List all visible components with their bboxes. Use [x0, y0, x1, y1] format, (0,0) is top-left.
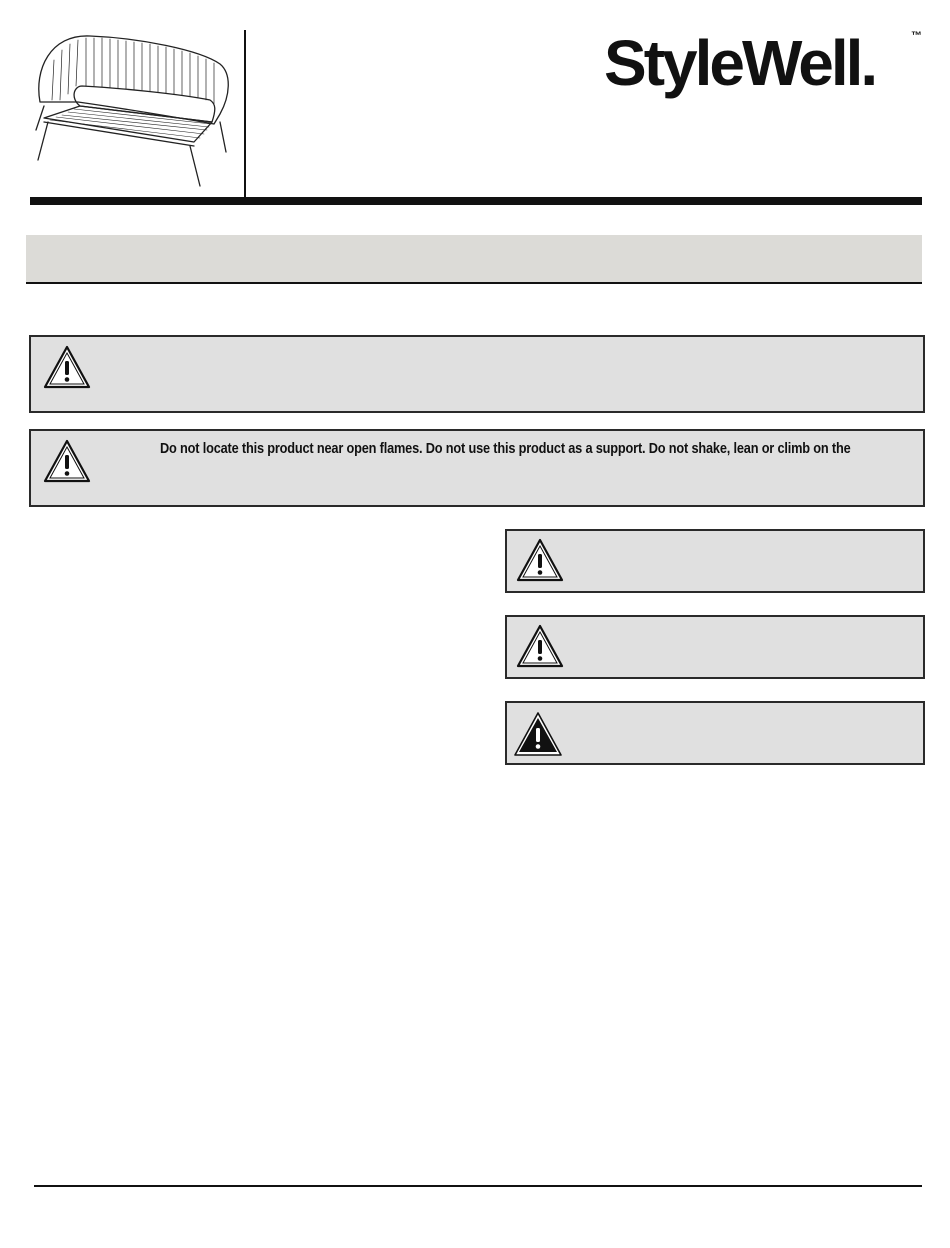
warning-text-2: Do not locate this product near open flames. Do not use this product as a support. Do not shake, lean or climb on the: [160, 441, 851, 457]
header-rule: [30, 197, 922, 205]
warning-box-4: [505, 615, 925, 679]
danger-triangle-icon: [513, 711, 563, 757]
warning-box-5: [505, 701, 925, 765]
warning-triangle-icon: [43, 439, 91, 483]
brand-wordmark: StyleWell.: [604, 27, 876, 99]
warning-box-2: [29, 429, 925, 507]
footer-rule: [34, 1185, 922, 1187]
back-weave: [52, 38, 214, 104]
title-band: [26, 235, 922, 284]
product-illustration: [30, 30, 235, 195]
brand-logo: [604, 28, 924, 100]
leg-front-left: [38, 122, 48, 160]
warning-box-1: [29, 335, 925, 413]
warning-triangle-icon: [516, 624, 564, 668]
warning-box-3: [505, 529, 925, 593]
leg-back-left: [36, 106, 44, 130]
leg-back-right: [220, 122, 226, 152]
leg-front-right: [190, 146, 200, 186]
warning-triangle-icon: [43, 345, 91, 389]
warning-triangle-icon: [516, 538, 564, 582]
header-divider: [244, 30, 246, 198]
seat-weave: [50, 109, 211, 138]
front-rail: [44, 122, 194, 146]
trademark-symbol: ™: [911, 30, 922, 42]
